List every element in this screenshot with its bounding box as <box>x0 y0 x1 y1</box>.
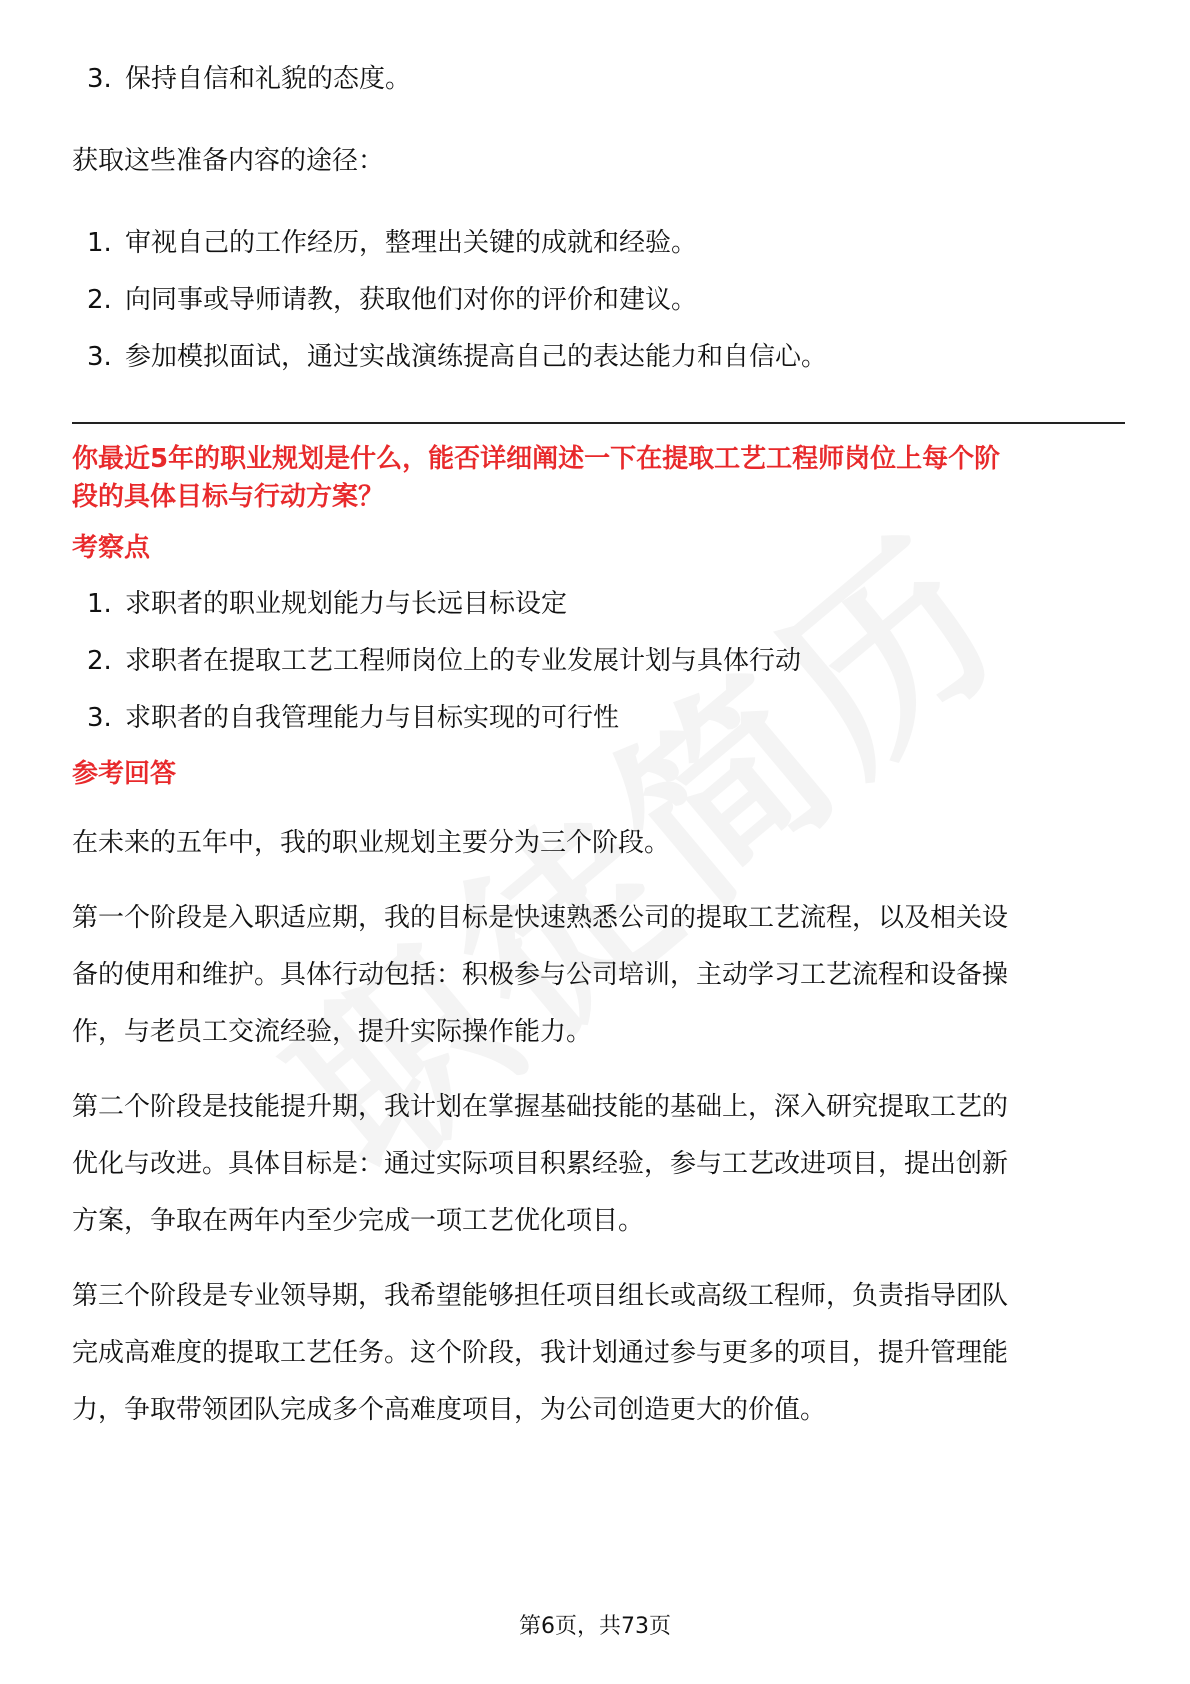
answer-paragraph-2 <box>72 890 1122 1061</box>
previous-list <box>72 60 1122 98</box>
list-item-number: 3. <box>87 64 112 94</box>
answer-paragraph-3 <box>72 1079 1122 1250</box>
question-line-2: 段的具体目标与行动方案？ <box>72 482 385 512</box>
list-item-text: 审视自己的工作经历，整理出关键的成就和经验。 <box>125 228 698 258</box>
list-item-number: 1. <box>87 228 112 258</box>
focus-list <box>72 585 1122 737</box>
answer-paragraph-1 <box>72 815 1122 872</box>
list-item-text: 求职者在提取工艺工程师岗位上的专业发展计划与具体行动 <box>125 646 802 676</box>
paragraph-line: 第一个阶段是入职适应期，我的目标是快速熟悉公司的提取工艺流程，以及相关设 <box>72 903 1009 933</box>
list-item-text: 求职者的自我管理能力与目标实现的可行性 <box>125 703 620 733</box>
question-title <box>72 440 1122 516</box>
paragraph-line: 方案，争取在两年内至少完成一项工艺优化项目。 <box>72 1206 645 1236</box>
list-item-text: 保持自信和礼貌的态度。 <box>125 64 412 94</box>
answer-paragraph-4 <box>72 1268 1122 1439</box>
list-item-number: 3. <box>87 703 112 733</box>
list-item <box>72 585 1122 623</box>
list-item <box>72 338 1122 376</box>
paragraph-line: 备的使用和维护。具体行动包括：积极参与公司培训，主动学习工艺流程和设备操 <box>72 960 1009 990</box>
list-item-number: 2. <box>87 646 112 676</box>
list-item-number: 3. <box>87 342 112 372</box>
list-item-text: 参加模拟面试，通过实战演练提高自己的表达能力和自信心。 <box>125 342 828 372</box>
paragraph-line: 力，争取带领团队完成多个高难度项目，为公司创造更大的价值。 <box>72 1395 827 1425</box>
paragraph-line: 作，与老员工交流经验，提升实际操作能力。 <box>72 1017 593 1047</box>
paragraph-line: 第二个阶段是技能提升期，我计划在掌握基础技能的基础上，深入研究提取工艺的 <box>72 1092 1009 1122</box>
list-item-number: 2. <box>87 285 112 315</box>
page-footer: 第6页，共73页 <box>519 1614 671 1639</box>
list-item-number: 1. <box>87 589 112 619</box>
list-item-text: 求职者的职业规划能力与长远目标设定 <box>125 589 568 619</box>
page-content <box>72 60 1122 1439</box>
answer-heading: 参考回答 <box>72 759 177 789</box>
question-line-1: 你最近5年的职业规划是什么，能否详细阐述一下在提取工艺工程师岗位上每个阶 <box>72 444 1001 474</box>
paragraph-line: 完成高难度的提取工艺任务。这个阶段，我计划通过参与更多的项目，提升管理能 <box>72 1338 1009 1368</box>
paragraph-line: 在未来的五年中，我的职业规划主要分为三个阶段。 <box>72 828 671 858</box>
paragraph-line: 第三个阶段是专业领导期，我希望能够担任项目组长或高级工程师，负责指导团队 <box>72 1281 1009 1311</box>
list-item <box>72 281 1122 319</box>
list-item <box>72 224 1122 262</box>
list-item <box>72 642 1122 680</box>
ways-list <box>72 224 1122 376</box>
paragraph-line: 优化与改进。具体目标是：通过实际项目积累经验，参与工艺改进项目，提出创新 <box>72 1149 1009 1179</box>
list-item <box>72 699 1122 737</box>
focus-heading: 考察点 <box>72 533 151 563</box>
list-item <box>72 60 1122 98</box>
list-item-text: 向同事或导师请教，获取他们对你的评价和建议。 <box>125 285 698 315</box>
ways-intro: 获取这些准备内容的途径： <box>72 146 385 176</box>
